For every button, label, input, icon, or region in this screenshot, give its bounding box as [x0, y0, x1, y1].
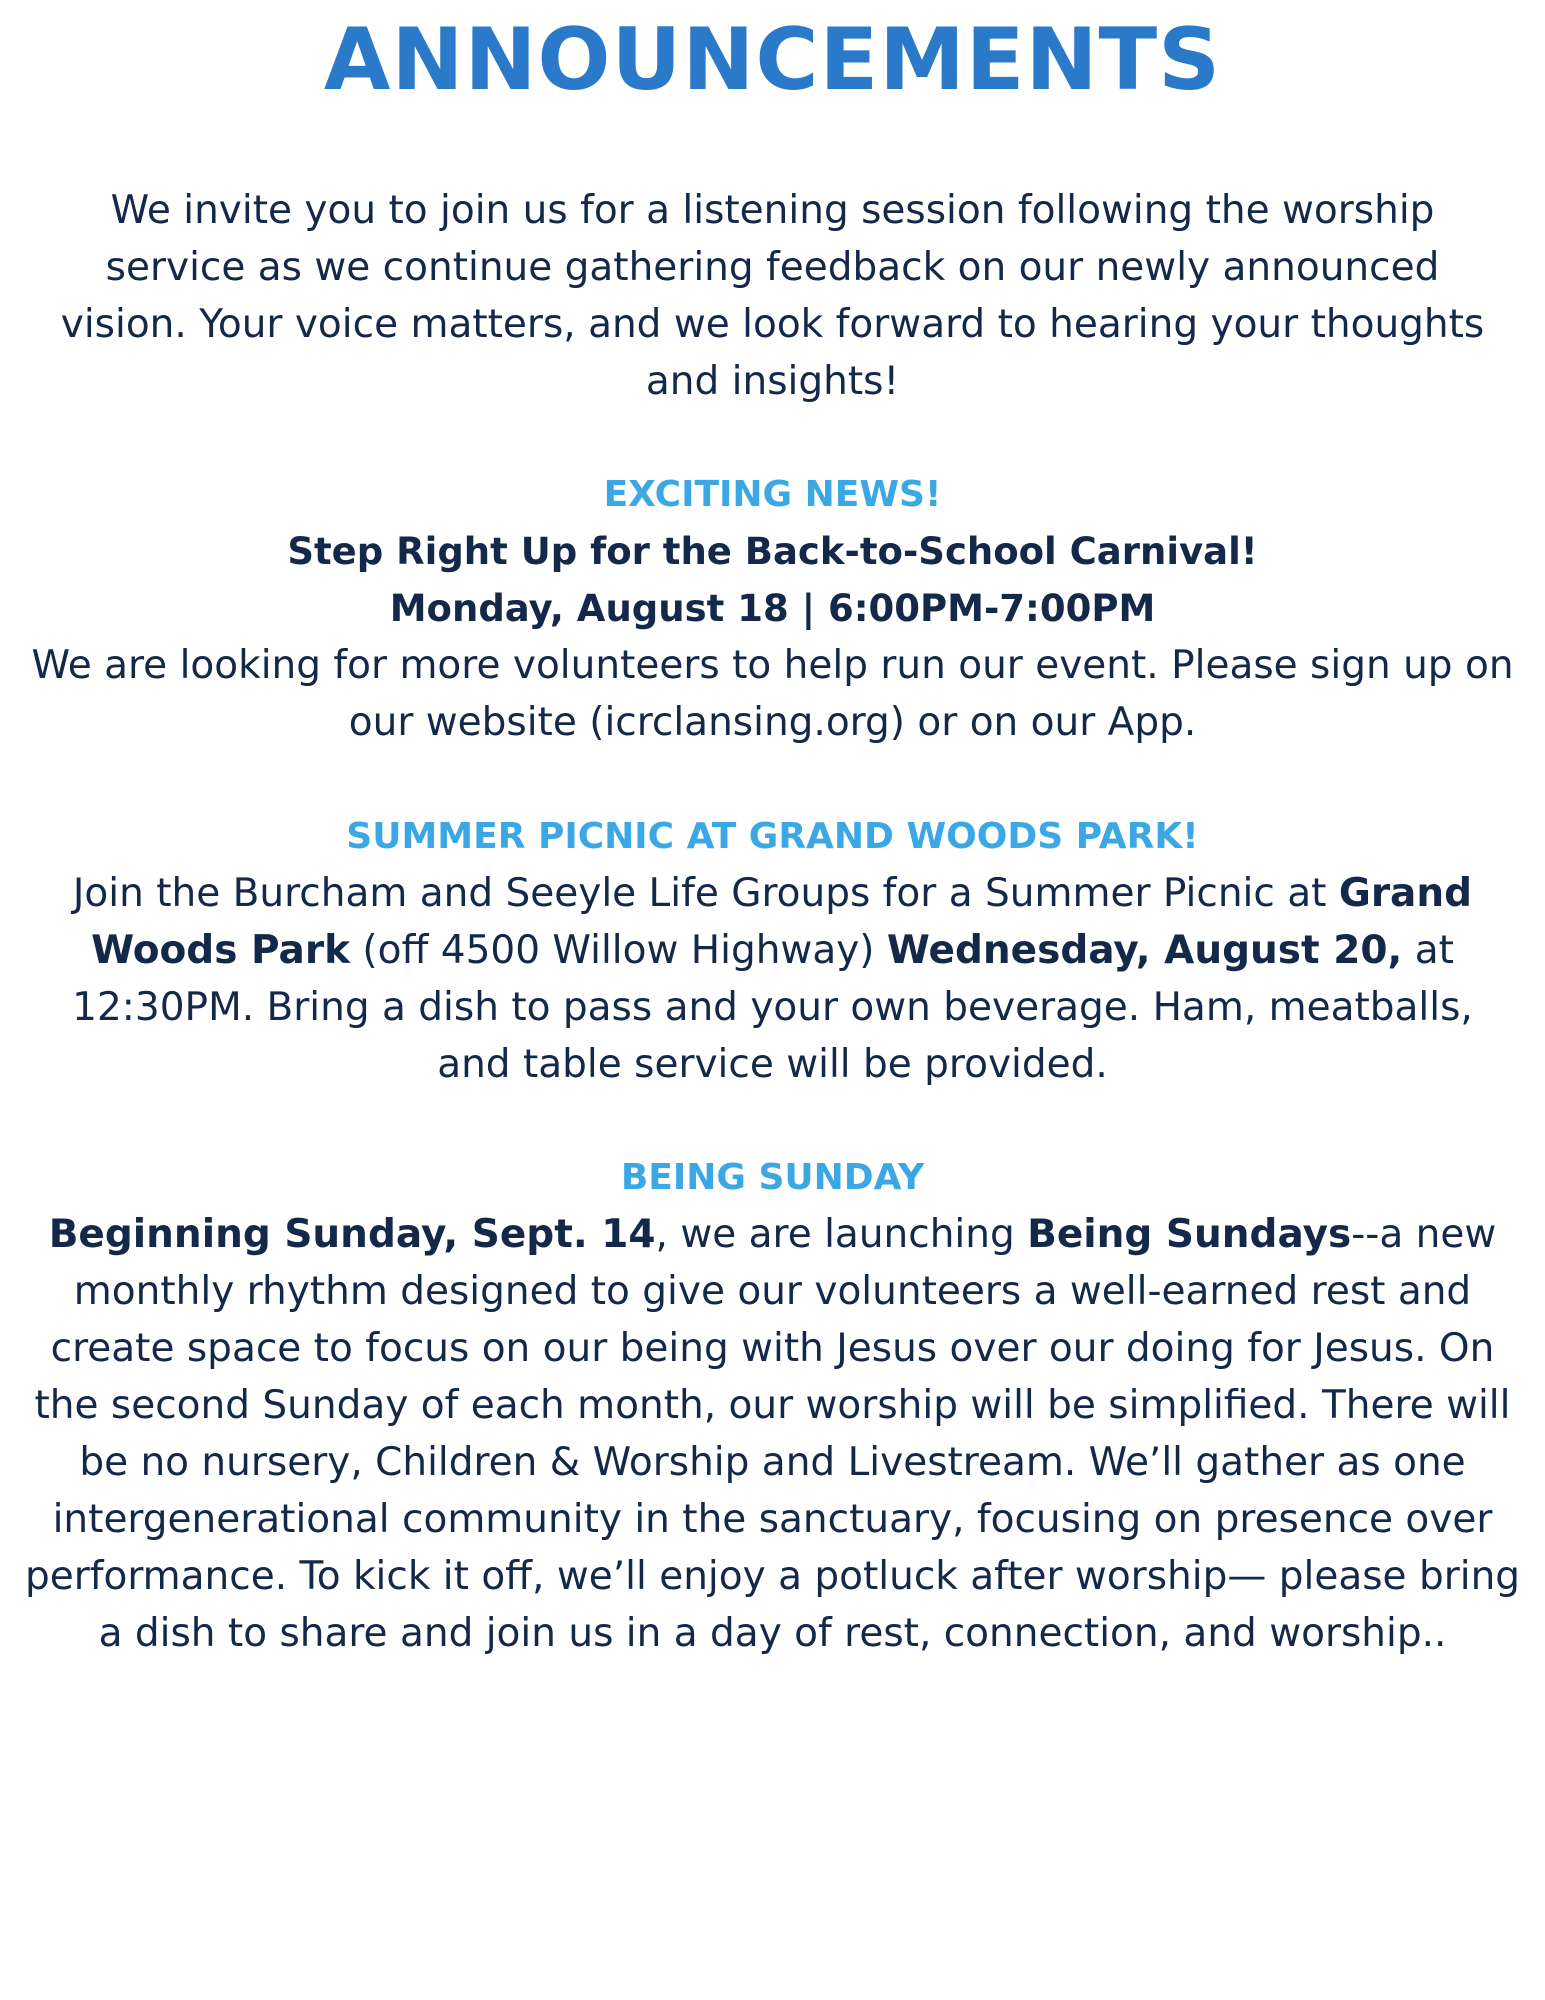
picnic-date: Wednesday, August 20,	[886, 928, 1403, 973]
summer-picnic-heading: SUMMER PICNIC AT GRAND WOODS PARK!	[346, 816, 1199, 857]
being-sunday-start-date: Beginning Sunday, Sept. 14	[48, 1212, 656, 1257]
page-title: ANNOUNCEMENTS	[323, 10, 1222, 110]
being-sunday-heading: BEING SUNDAY	[620, 1157, 925, 1198]
summer-picnic-paragraph	[30, 865, 1515, 1093]
being-sunday-text-1: , we are launching	[655, 1212, 1028, 1257]
exciting-news-heading: EXCITING NEWS!	[603, 474, 942, 515]
being-sunday-text-2: --a new monthly rhythm designed to give our volunteers a well-earned rest and create space to focus on our being with Jesus over our doing for Jesus. On the second Sunday of each month, our worship will be simplified. There will be no nursery, Children & Worship and Livestream. We’ll gather as one intergenerational community in the sanctuary, focusing on presence over performance. To kick it off, we’ll enjoy a potluck after worship— please bring a dish to share and join us in a day of rest, connection, and worship..	[24, 1212, 1521, 1656]
being-sundays-name: Being Sundays	[1027, 1212, 1352, 1257]
picnic-text-1: Join the Burcham and Seeyle Life Groups for a Summer Picnic at	[72, 871, 1339, 916]
carnival-title: Step Right Up for the Back-to-School Carnival!	[287, 530, 1258, 573]
carnival-volunteer-paragraph: We are looking for more volunteers to help run our event. Please sign up on our website (icrclansing.org) or on our App.	[31, 643, 1514, 745]
picnic-location: Grand Woods Park	[91, 871, 1473, 973]
being-sunday-paragraph	[20, 1206, 1525, 1662]
carnival-date: Monday, August 18 | 6:00PM-7:00PM	[389, 587, 1156, 630]
picnic-text-3: at 12:30PM. Bring a dish to pass and your own beverage. Ham, meatballs, and table service will be provided.	[72, 928, 1473, 1087]
listening-session-paragraph: We invite you to join us for a listening session following the worship service as we continue gathering feedback on our newly announced vision. Your voice matters, and we look forward to hearing your thoughts and insights!	[60, 188, 1485, 404]
picnic-text-2: (off 4500 Willow Highway)	[350, 928, 887, 973]
